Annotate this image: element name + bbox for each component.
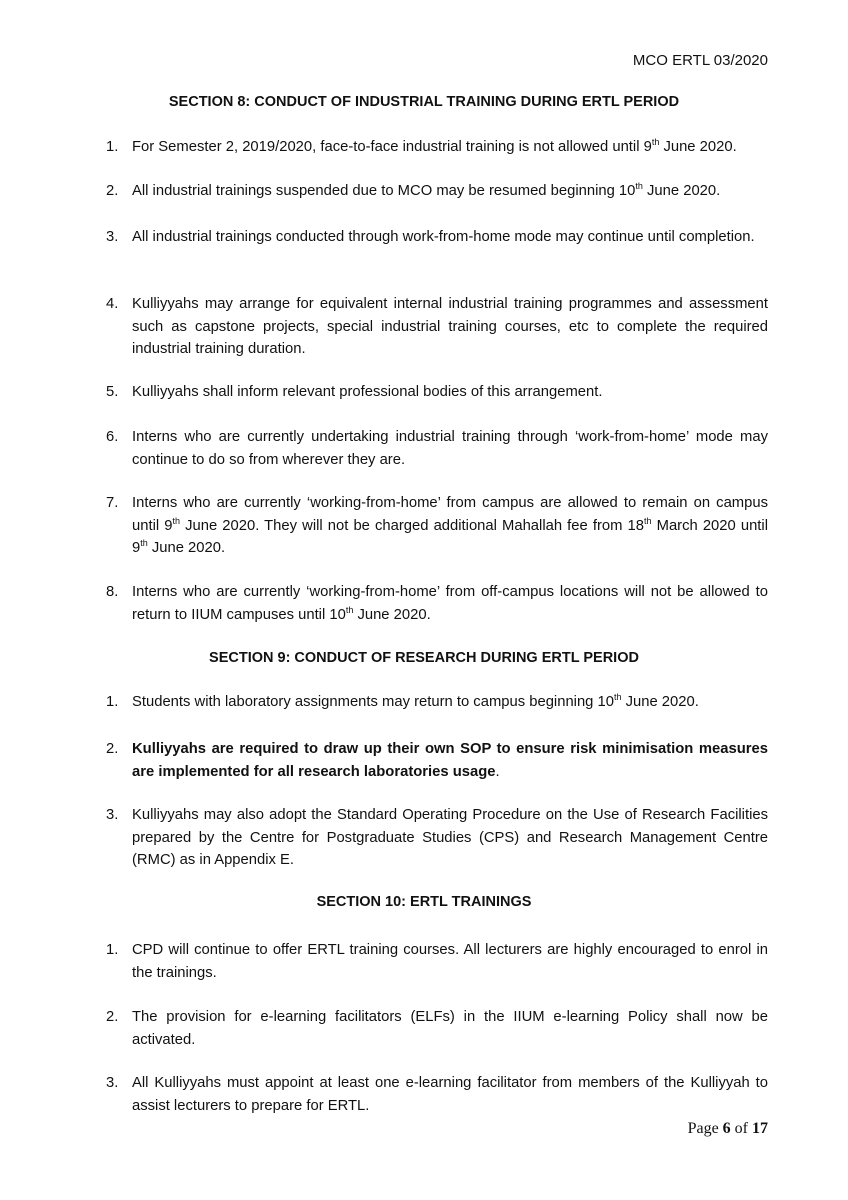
list-item	[106, 1006, 768, 1051]
item-number: 2.	[106, 183, 119, 199]
item-text: Students with laboratory assignments may return to campus beginning 10th June 2020.	[132, 692, 699, 710]
list-item	[106, 804, 768, 872]
item-text: Interns who are currently ‘working-from-home’ from off-campus locations will not be allowed to return to IIUM campuses until 10th June 2020.	[132, 584, 768, 623]
list-item	[106, 1072, 768, 1117]
item-number: 1.	[106, 942, 119, 958]
list-item	[106, 136, 768, 159]
item-text: Kulliyyahs may also adopt the Standard Operating Procedure on the Use of Research Facilities prepared by the Centre for Postgraduate Studies (CPS) and Research Management Centre (RMC) as in Appendix E.	[132, 807, 768, 868]
list-item	[106, 738, 768, 783]
item-text: Interns who are currently undertaking industrial training through ‘work-from-home’ mode may continue to do so from wherever they are.	[132, 429, 768, 468]
list-item	[106, 939, 768, 984]
list-item	[106, 426, 768, 471]
item-number: 6.	[106, 429, 119, 445]
item-text: All industrial trainings suspended due to MCO may be resumed beginning 10th June 2020.	[132, 181, 721, 199]
list-item	[106, 293, 768, 361]
item-number: 3.	[106, 1075, 119, 1091]
item-number: 2.	[106, 1009, 119, 1025]
item-text: Kulliyyahs may arrange for equivalent internal industrial training programmes and assessment such as capstone projects, special industrial training courses, etc to complete the required industrial training duration.	[132, 296, 768, 357]
list-item	[106, 226, 768, 249]
item-number: 8.	[106, 584, 119, 600]
item-text: All industrial trainings conducted through work-from-home mode may continue until completion.	[132, 229, 755, 245]
list-item	[106, 691, 768, 714]
item-text: For Semester 2, 2019/2020, face-to-face industrial training is not allowed until 9th June 2020.	[132, 137, 737, 155]
list-item	[106, 381, 768, 404]
section-8-title: SECTION 8: CONDUCT OF INDUSTRIAL TRAINING DURING ERTL PERIOD	[168, 94, 680, 110]
item-text: All Kulliyyahs must appoint at least one e-learning facilitator from members of the Kulliyyah to assist lecturers to prepare for ERTL.	[132, 1075, 768, 1114]
item-number: 5.	[106, 384, 119, 400]
item-text: Kulliyyahs shall inform relevant professional bodies of this arrangement.	[132, 384, 603, 400]
list-item	[106, 492, 768, 560]
section-9-title: SECTION 9: CONDUCT OF RESEARCH DURING ERTL PERIOD	[209, 650, 639, 666]
item-number: 7.	[106, 495, 119, 511]
item-number: 1.	[106, 694, 119, 710]
item-number: 4.	[106, 296, 119, 312]
list-item	[106, 180, 768, 203]
item-text: Interns who are currently ‘working-from-home’ from campus are allowed to remain on campus until 9th June 2020. They will not be charged additional Mahallah fee from 18th March 2020 until 9th June 2020.	[132, 495, 768, 556]
item-number: 3.	[106, 229, 119, 245]
list-item	[106, 581, 768, 626]
item-number: 3.	[106, 807, 119, 823]
item-text: Kulliyyahs are required to draw up their own SOP to ensure risk minimisation measures are implemented for all research laboratories usage.	[132, 741, 768, 780]
item-text: The provision for e-learning facilitators (ELFs) in the IIUM e-learning Policy shall now be activated.	[132, 1009, 768, 1048]
section-10-title: SECTION 10: ERTL TRAININGS	[316, 894, 532, 910]
document-reference: MCO ERTL 03/2020	[632, 52, 768, 69]
item-number: 1.	[106, 139, 119, 155]
item-text: CPD will continue to offer ERTL training courses. All lecturers are highly encouraged to enrol in the trainings.	[132, 942, 768, 981]
page-number: Page 6 of 17	[687, 1120, 768, 1137]
item-number: 2.	[106, 741, 119, 757]
